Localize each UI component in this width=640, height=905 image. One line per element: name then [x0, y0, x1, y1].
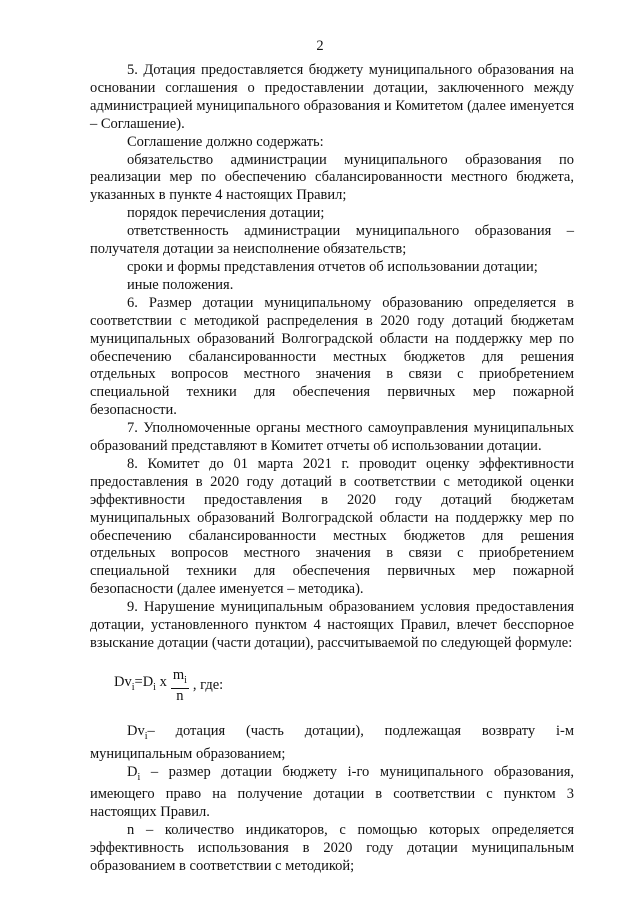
paragraph-5-item-3: ответственность администрации муниципального образования – получателя дотации за неисполнение обязательств;: [90, 223, 574, 258]
formula-tail: , где:: [192, 676, 224, 693]
document-body: [90, 62, 574, 876]
formula-rhs: $=D_i$ x: [134, 674, 167, 694]
definition-d: $D_i$ – размер дотации бюджету i-го муниципального образования, имеющего право на получение дотации в соответствии с пунктом 3 настоящих Правил.: [90, 763, 574, 821]
formula-numerator: $m_i$: [171, 668, 189, 689]
paragraph-5-intro: Соглашение должно содержать:: [127, 133, 324, 150]
paragraph-5-item-4: сроки и формы представления отчетов об использовании дотации;: [127, 258, 538, 275]
definition-dv: $Dv_i-$ дотация (часть дотации), подлежащая возврату i-м муниципальным образованием;: [90, 722, 574, 762]
paragraph-9: 9. Нарушение муниципальным образованием условия предоставления дотации, установленного пунктом 4 настоящих Правил, влечет бесспорное взыскание дотации (части дотации), рассчитываемой по следующей формуле:: [90, 599, 574, 651]
formula-denominator: n: [176, 687, 184, 704]
formula-fraction: [171, 668, 189, 704]
paragraph-6: 6. Размер дотации муниципальному образованию определяется в соответствии с методикой распределения в 2020 году дотаций бюджетам муниципальных образований Волгоградской области на поддержку мер по обеспечению сбалансированности местных бюджетов для решения отдельных вопросов местного значения в связи с приобретением специальной техники для обеспечения первичных мер пожарной безопасности.: [90, 294, 574, 419]
definition-n: n – количество индикаторов, с помощью которых определяется эффективность использования в 2020 году дотации муниципальным образованием в соответствии с методикой;: [90, 822, 574, 874]
paragraph-7: 7. Уполномоченные органы местного самоуправления муниципальных образований представляют в Комитет отчеты об использовании дотации.: [90, 420, 574, 455]
paragraph-5: 5. Дотация предоставляется бюджету муниципального образования на основании соглашения о предоставлении дотации, заключенного между администрацией муниципального образования и Комитетом (далее именуется – Соглашение).: [90, 62, 574, 132]
paragraph-5-item-5: иные положения.: [127, 276, 234, 293]
paragraph-5-item-1: обязательство администрации муниципального образования по реализации мер по обеспечению сбалансированности местного бюджета, указанных в пункте 4 настоящих Правил;: [90, 151, 574, 204]
paragraph-8: 8. Комитет до 01 марта 2021 г. проводит оценку эффективности предоставления в 2020 году дотаций в соответствии с методикой оценки эффективности предоставления в 2020 году дотаций бюджетам муниципальных образований Волгоградской области на поддержку мер по обеспечению сбалансированности местных бюджетов для решения отдельных вопросов местного значения в связи с приобретением специальной техники для обеспечения первичных мер пожарной безопасности (далее именуется – методика).: [90, 455, 574, 598]
page-number: 2: [316, 38, 324, 54]
formula-lhs: $Dv_i$: [114, 674, 135, 694]
paragraph-5-item-2: порядок перечисления дотации;: [127, 205, 325, 222]
formula: [114, 668, 574, 704]
